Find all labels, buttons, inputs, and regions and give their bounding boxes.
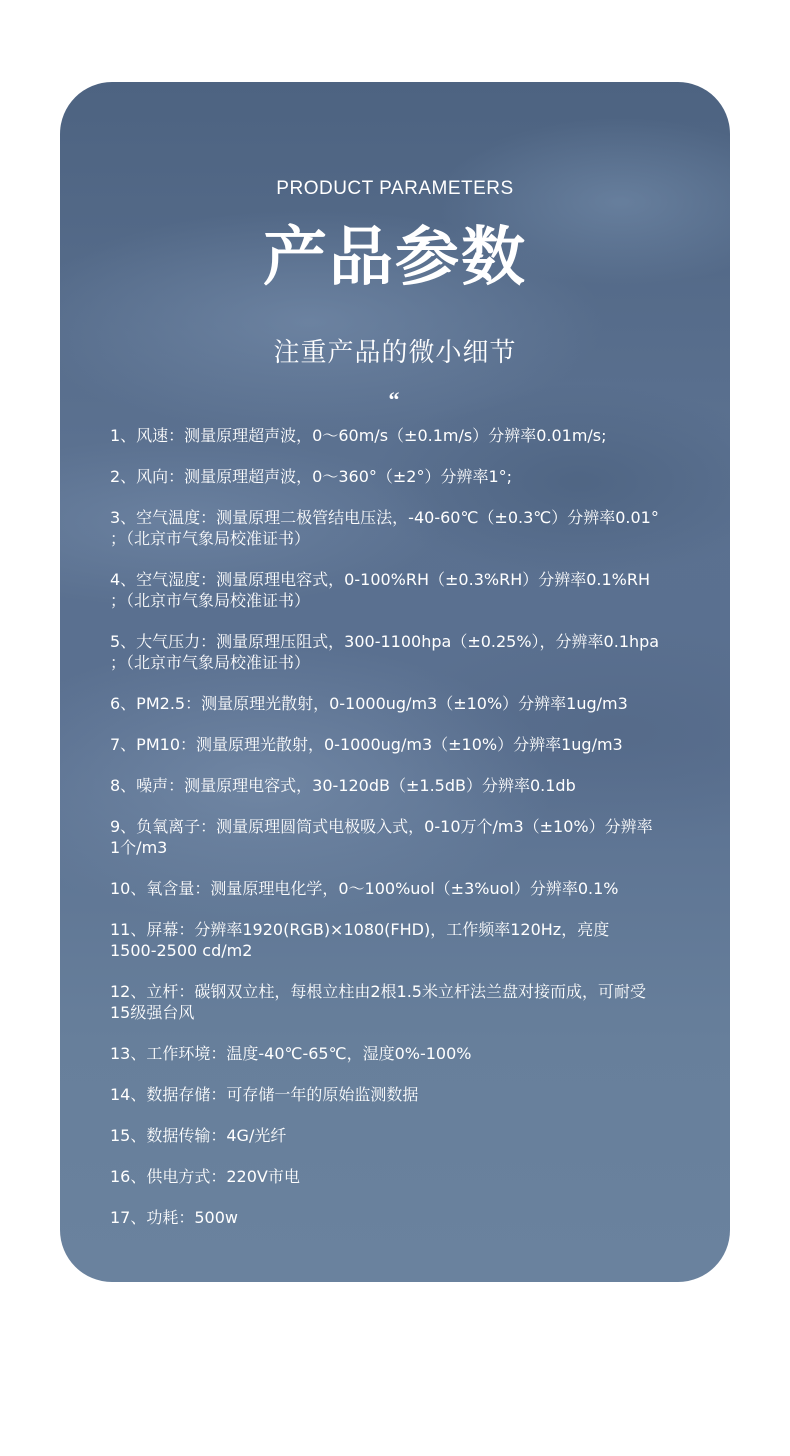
parameter-item-power-consumption: 17、功耗：500w [110, 1208, 238, 1227]
parameters-card [60, 82, 730, 1282]
parameter-list [110, 425, 700, 1248]
parameter-item-negative-ions: 9、负氧离子：测量原理圆筒式电极吸入式，0-10万个/m3（±10%）分辨率 1个/m3 [110, 817, 653, 857]
parameter-item-air-humidity: 4、空气湿度：测量原理电容式，0-100%RH（±0.3%RH）分辨率0.1%RH ；（北京市气象局校准证书） [110, 570, 651, 610]
parameter-item-environment: 13、工作环境：温度-40℃-65℃，湿度0%-100% [110, 1044, 472, 1063]
parameter-item-pole: 12、立杆：碳钢双立柱，每根立柱由2根1.5米立杆法兰盘对接而成，可耐受 15级强台风 [110, 982, 646, 1022]
parameter-item-wind-direction: 2、风向：测量原理超声波，0～360°（±2°）分辨率1°; [110, 467, 513, 486]
parameter-item-oxygen: 10、氧含量：测量原理电化学，0～100%uol（±3%uol）分辨率0.1% [110, 879, 619, 898]
parameter-item-air-pressure: 5、大气压力：测量原理压阻式，300-1100hpa（±0.25%），分辨率0.1hpa ；（北京市气象局校准证书） [110, 632, 660, 672]
quote-mark-icon: “ [388, 387, 402, 412]
parameter-item-storage: 14、数据存储：可存储一年的原始监测数据 [110, 1085, 419, 1104]
page-title: 产品参数 [263, 221, 527, 295]
parameter-item-power-supply: 16、供电方式：220V市电 [110, 1167, 300, 1186]
parameter-item-transmission: 15、数据传输：4G/光纤 [110, 1126, 287, 1145]
tagline: 注重产品的微小细节 [273, 338, 517, 368]
parameter-item-pm10: 7、PM10：测量原理光散射，0-1000ug/m3（±10%）分辨率1ug/m3 [110, 735, 623, 754]
english-title: PRODUCT PARAMETERS [276, 178, 514, 199]
parameter-item-screen: 11、屏幕：分辨率1920(RGB)×1080(FHD)，工作频率120Hz，亮度 1500-2500 cd/m2 [110, 920, 610, 960]
parameter-item-wind-speed: 1、风速：测量原理超声波，0～60m/s（±0.1m/s）分辨率0.01m/s; [110, 426, 607, 445]
parameter-item-noise: 8、噪声：测量原理电容式，30-120dB（±1.5dB）分辨率0.1db [110, 776, 576, 795]
parameter-item-pm25: 6、PM2.5：测量原理光散射，0-1000ug/m3（±10%）分辨率1ug/m3 [110, 694, 628, 713]
parameter-item-air-temperature: 3、空气温度：测量原理二极管结电压法，-40-60℃（±0.3℃）分辨率0.01° ；（北京市气象局校准证书） [110, 508, 659, 548]
